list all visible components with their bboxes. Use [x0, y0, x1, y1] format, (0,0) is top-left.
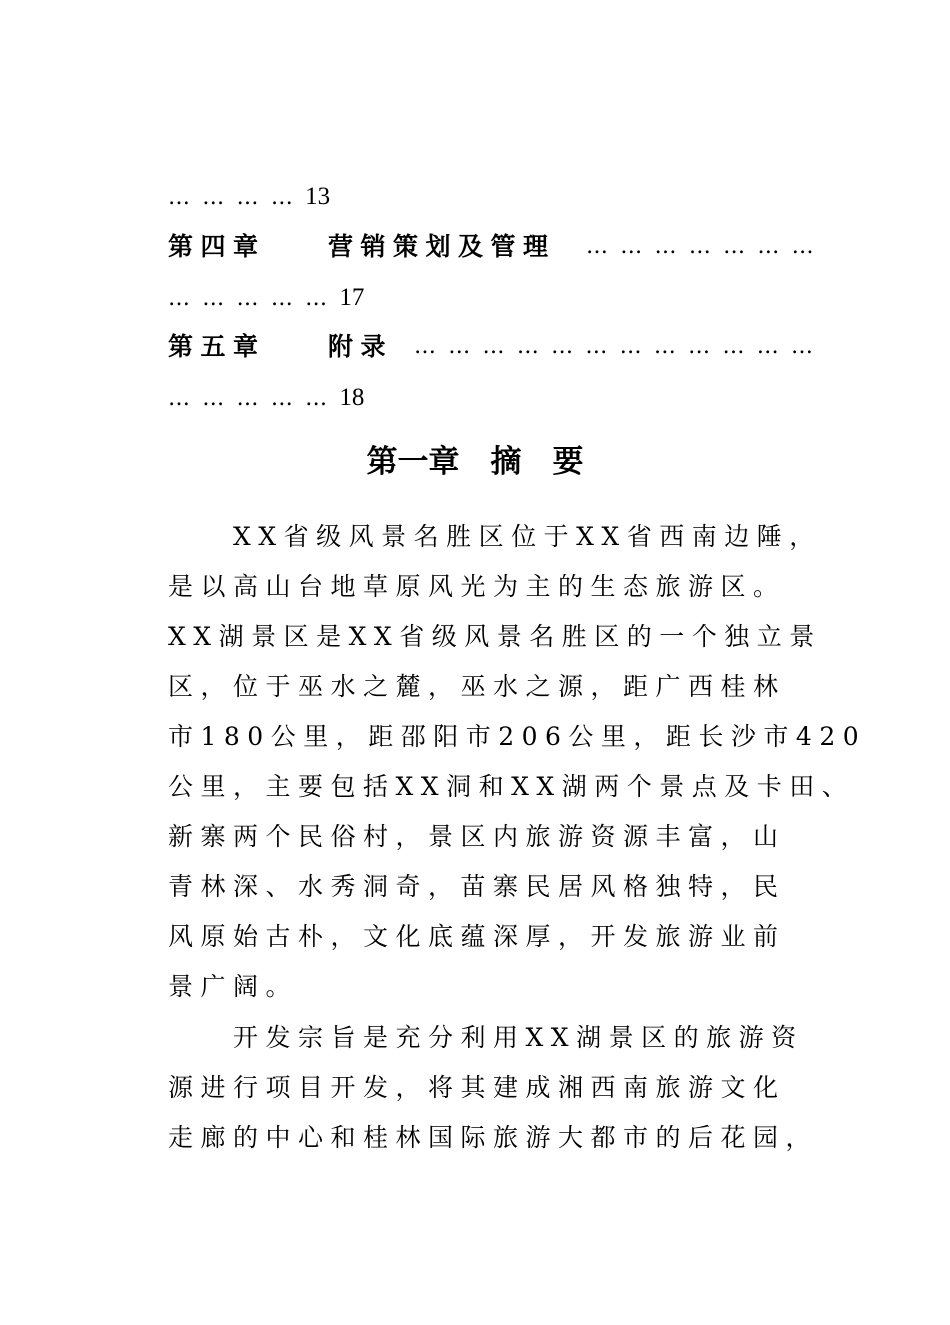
body-line: 公里，主要包括XX洞和XX湖两个景点及卡田、	[168, 772, 855, 801]
toc-page-number: 17	[339, 284, 365, 311]
toc-chapter-title: 附录	[327, 332, 393, 361]
body-line: 市180公里，距邵阳市206公里，距长沙市420	[168, 722, 867, 751]
body-line: 是以高山台地草原风光为主的生态旅游区。	[168, 572, 786, 601]
toc-leader-dots: … … … … …	[168, 286, 340, 311]
body-line: 青林深、水秀洞奇，苗寨民居风格独特，民	[168, 872, 786, 901]
toc-entry-chapter-5	[168, 331, 393, 363]
body-line: 源进行项目开发，将其建成湘西南旅游文化	[168, 1073, 786, 1102]
toc-leader-dots: … … … … … … … … … … … …	[414, 334, 816, 359]
body-line: 景广阔。	[168, 972, 299, 1001]
toc-page-number: 13	[305, 183, 331, 210]
body-line: 开发宗旨是充分利用XX湖景区的旅游资	[168, 1023, 804, 1052]
toc-continuation-line	[168, 180, 330, 214]
toc-page-number: 18	[339, 384, 365, 411]
body-line: 走廊的中心和桂林国际旅游大都市的后花园，	[168, 1123, 819, 1152]
toc-continuation-line	[168, 281, 364, 315]
toc-chapter-label: 第四章	[168, 232, 266, 261]
chapter-heading: 第一章 摘 要	[366, 444, 584, 480]
toc-continuation-line	[168, 381, 364, 415]
body-line: XX湖景区是XX省级风景名胜区的一个独立景	[168, 622, 822, 651]
toc-entry-chapter-4	[168, 231, 555, 263]
body-line: 风原始古朴，文化底蕴深厚，开发旅游业前	[168, 922, 786, 951]
toc-leader-dots: … … … … … … …	[586, 234, 817, 259]
toc-chapter-title: 营销策划及管理	[327, 232, 556, 261]
toc-leader-dots: … … … …	[168, 185, 306, 210]
body-line: 新寨两个民俗村，景区内旅游资源丰富，山	[168, 822, 786, 851]
toc-leader-dots: … … … … …	[168, 386, 340, 411]
toc-chapter-label: 第五章	[168, 332, 266, 361]
body-line: XX省级风景名胜区位于XX省西南边陲，	[168, 522, 822, 551]
body-line: 区，位于巫水之麓，巫水之源，距广西桂林	[168, 672, 786, 701]
